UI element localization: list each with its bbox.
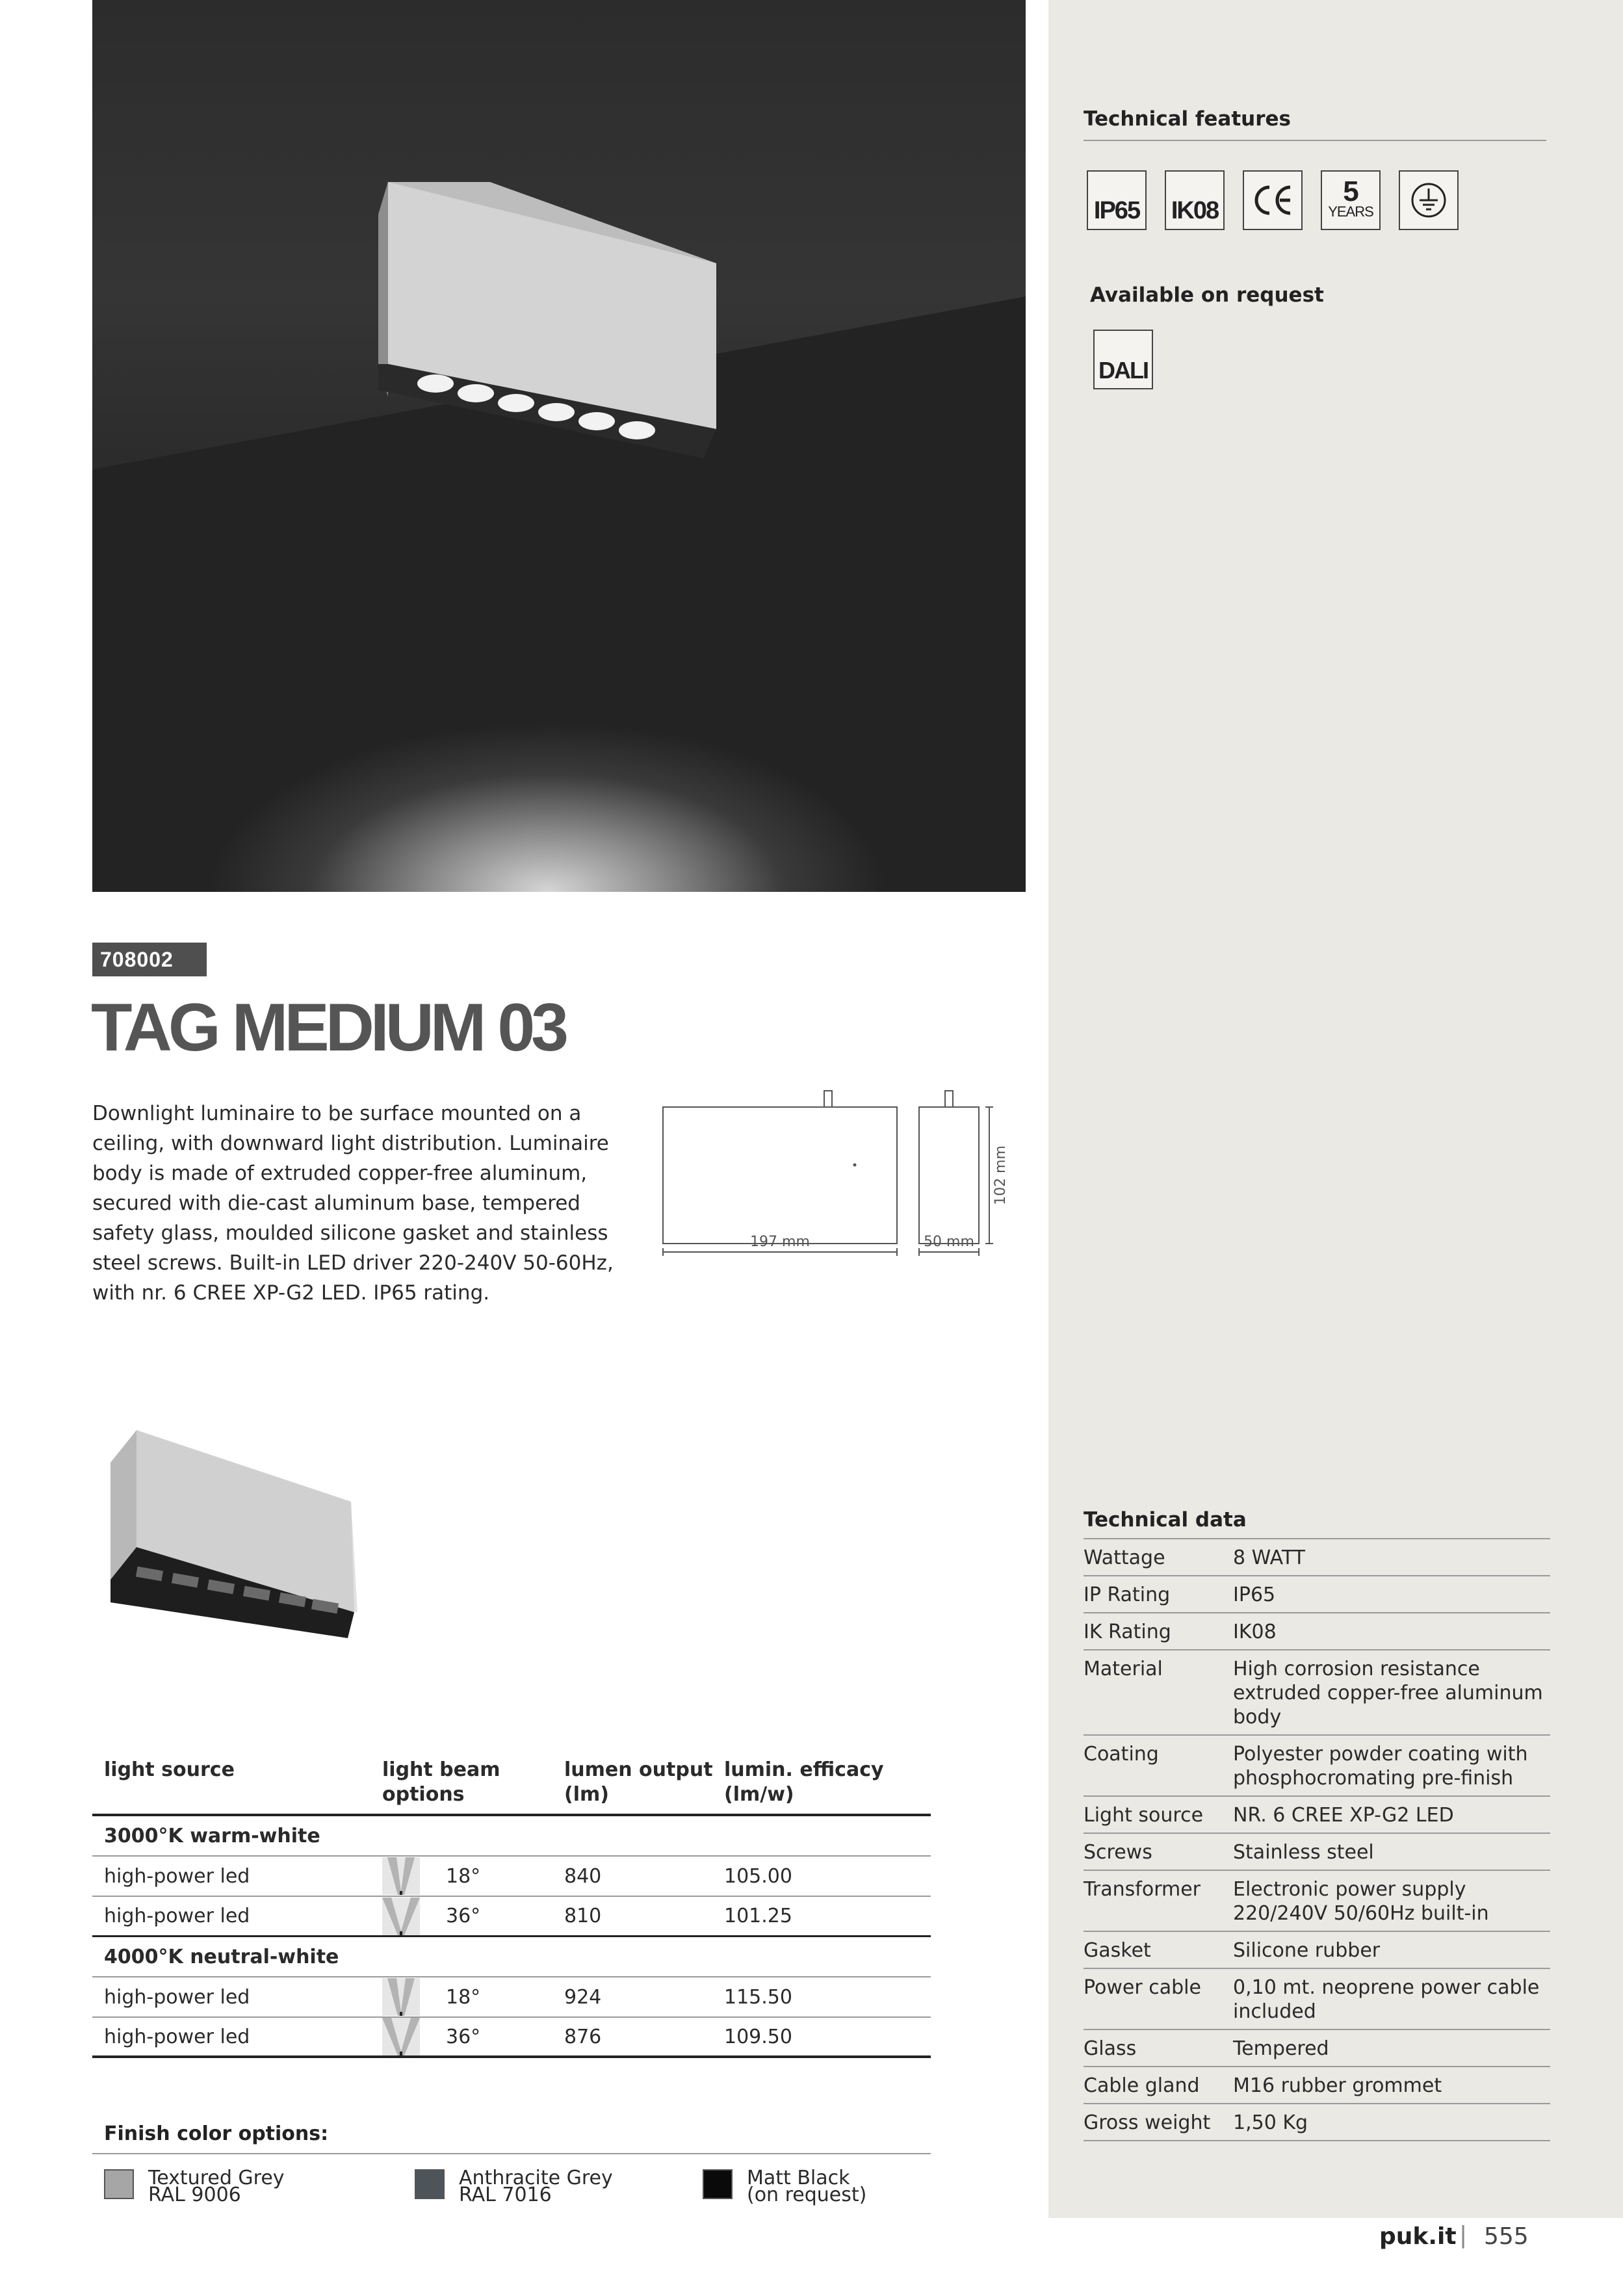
tech-row-gasket <box>1084 1931 1550 1968</box>
ce-mark-badge <box>1243 170 1303 230</box>
available-on-request-title: Available on request <box>1090 283 1324 307</box>
tech-value: M16 rubber grommet <box>1233 2074 1442 2097</box>
finish-label-anthracite-grey <box>459 2167 613 2206</box>
tech-value: Silicone rubber <box>1233 1939 1381 1962</box>
depth-dimension-label: 50 mm <box>924 1234 974 1250</box>
tech-key: Material <box>1084 1658 1163 1680</box>
divider <box>1084 140 1546 141</box>
tech-value: IK08 <box>1233 1621 1277 1643</box>
tech-key: Screws <box>1084 1841 1152 1864</box>
tech-key: Coating <box>1084 1743 1159 1766</box>
finish-name: Matt Black <box>747 2167 850 2189</box>
finish-label-matt-black <box>747 2167 867 2206</box>
tech-key: Power cable <box>1084 1976 1201 1999</box>
tech-value: IP65 <box>1233 1584 1276 1606</box>
cell-source: high-power led <box>104 1864 250 1888</box>
header-lumen-output: lumen output (lm) <box>564 1758 713 1806</box>
finish-code: RAL 7016 <box>459 2184 552 2206</box>
table-row <box>92 1977 931 2018</box>
tech-row-wattage <box>1084 1538 1550 1575</box>
finish-name: Textured Grey <box>148 2167 285 2189</box>
technical-data-title: Technical data <box>1084 1508 1247 1532</box>
tech-key: Light source <box>1084 1804 1204 1827</box>
ik08-label: IK08 <box>1171 197 1219 224</box>
tech-key: Gasket <box>1084 1939 1151 1962</box>
header-light-beam: light beam options <box>382 1758 500 1806</box>
warranty-years-number: 5 <box>1343 176 1358 207</box>
table-row <box>92 2018 931 2058</box>
tech-row-cable-gland <box>1084 2066 1550 2103</box>
tech-key: Cable gland <box>1084 2074 1200 2097</box>
finish-color-title: Finish color options: <box>104 2122 329 2145</box>
warranty-years-label: YEARS <box>1328 203 1373 220</box>
cell-beam: 36° <box>446 1905 481 1927</box>
cell-efficacy: 101.25 <box>724 1905 792 1927</box>
tech-row-screws <box>1084 1833 1550 1870</box>
cell-source: high-power led <box>104 1985 250 2009</box>
footer-website: puk.it <box>1379 2223 1457 2250</box>
ce-mark-icon <box>1250 182 1295 218</box>
cell-beam: 18° <box>446 1985 481 2009</box>
cell-efficacy: 109.50 <box>724 2025 792 2048</box>
product-description: Downlight luminaire to be surface mounted on a ceiling, with downward light distribution. Luminaire body is made of extruded copper-free aluminum, secured with die-cast aluminum base, tempered safety glass, moulded silicone gasket and stainless steel screws. Built-in LED driver 220-240V 50-60Hz, with nr. 6 CREE XP-G2 LED. IP65 rating. <box>92 1102 614 1305</box>
tech-key: IK Rating <box>1084 1621 1171 1643</box>
tech-row-power-cable <box>1084 1968 1550 2029</box>
cell-efficacy: 105.00 <box>724 1864 792 1888</box>
product-title: TAG MEDIUM 03 <box>91 990 565 1065</box>
finish-code: RAL 9006 <box>148 2184 241 2206</box>
cell-source: high-power led <box>104 2025 250 2048</box>
tech-row-ik-rating <box>1084 1612 1550 1649</box>
finish-code: (on request) <box>747 2184 867 2206</box>
cell-lumen: 810 <box>564 1905 602 1927</box>
earth-ground-badge <box>1399 170 1459 230</box>
tech-row-gross-weight <box>1084 2103 1550 2141</box>
technical-features-title: Technical features <box>1084 107 1291 131</box>
tech-value: 8 WATT <box>1233 1546 1305 1569</box>
group-3000k: 3000°K warm-white <box>92 1816 931 1857</box>
tech-value: 1,50 Kg <box>1233 2111 1308 2134</box>
product-code-tag: 708002 <box>92 943 207 976</box>
tech-row-light-source <box>1084 1795 1550 1833</box>
ip65-badge <box>1087 170 1147 230</box>
tech-value: NR. 6 CREE XP-G2 LED <box>1233 1804 1454 1827</box>
earth-ground-icon <box>1409 181 1448 220</box>
width-dimension-label: 197 mm <box>750 1234 810 1250</box>
technical-data-table <box>1084 1508 1550 2141</box>
tech-key: IP Rating <box>1084 1584 1171 1606</box>
tech-value: High corrosion resistance extruded copper-free aluminum body <box>1233 1658 1543 1729</box>
tech-row-ip-rating <box>1084 1575 1550 1612</box>
tech-value: Tempered <box>1233 2037 1329 2060</box>
ip65-label: IP65 <box>1093 197 1140 224</box>
cell-lumen: 840 <box>564 1864 602 1888</box>
tech-value: Electronic power supply 220/240V 50/60Hz built-in <box>1233 1878 1489 1925</box>
tech-key: Glass <box>1084 2037 1137 2060</box>
tech-value: 0,10 mt. neoprene power cable included <box>1233 1976 1540 2023</box>
table-row <box>92 1897 931 1937</box>
wide-beam-icon <box>382 1898 420 1935</box>
cell-beam: 36° <box>446 2025 481 2048</box>
tech-key: Wattage <box>1084 1546 1165 1569</box>
finish-name: Anthracite Grey <box>459 2167 613 2189</box>
tech-row-material <box>1084 1649 1550 1734</box>
dimension-drawing <box>656 1084 1020 1266</box>
tech-key: Transformer <box>1084 1878 1201 1901</box>
swatch-textured-grey <box>104 2169 134 2199</box>
cell-lumen: 924 <box>564 1985 602 2009</box>
wide-beam-icon <box>382 2018 420 2055</box>
group-4000k: 4000°K neutral-white <box>92 1937 931 1977</box>
light-table-header <box>92 1751 931 1816</box>
header-light-source: light source <box>104 1758 235 1781</box>
header-lumin-efficacy: lumin. efficacy (lm/w) <box>724 1758 884 1806</box>
finish-label-textured-grey <box>148 2167 285 2206</box>
5-years-warranty-badge <box>1321 170 1381 230</box>
page-number: 555 <box>1484 2223 1529 2250</box>
tech-row-transformer <box>1084 1870 1550 1931</box>
narrow-beam-icon <box>382 1978 420 2016</box>
tech-row-coating <box>1084 1734 1550 1795</box>
narrow-beam-icon <box>382 1857 420 1895</box>
cell-beam: 18° <box>446 1864 481 1888</box>
light-source-table <box>92 1751 931 2058</box>
height-dimension-label: 102 mm <box>993 1145 1009 1205</box>
cell-lumen: 876 <box>564 2025 602 2048</box>
cell-source: high-power led <box>104 1905 250 1927</box>
cell-efficacy: 115.50 <box>724 1985 792 2009</box>
product-thumbnail-image <box>97 1417 357 1658</box>
tech-row-glass <box>1084 2029 1550 2066</box>
table-row <box>92 1857 931 1897</box>
swatch-matt-black <box>703 2169 733 2199</box>
tech-value: Polyester powder coating with phosphocromating pre-finish <box>1233 1743 1528 1790</box>
tech-value: Stainless steel <box>1233 1841 1374 1864</box>
dali-badge <box>1093 330 1153 389</box>
dali-label: DALI <box>1098 357 1148 384</box>
swatch-anthracite-grey <box>415 2169 445 2199</box>
divider <box>92 2153 931 2154</box>
ik08-badge <box>1165 170 1225 230</box>
footer-separator: | <box>1459 2222 1468 2249</box>
tech-key: Gross weight <box>1084 2111 1211 2134</box>
product-hero-photo <box>92 0 1026 892</box>
luminaire-illustration <box>92 0 1026 892</box>
